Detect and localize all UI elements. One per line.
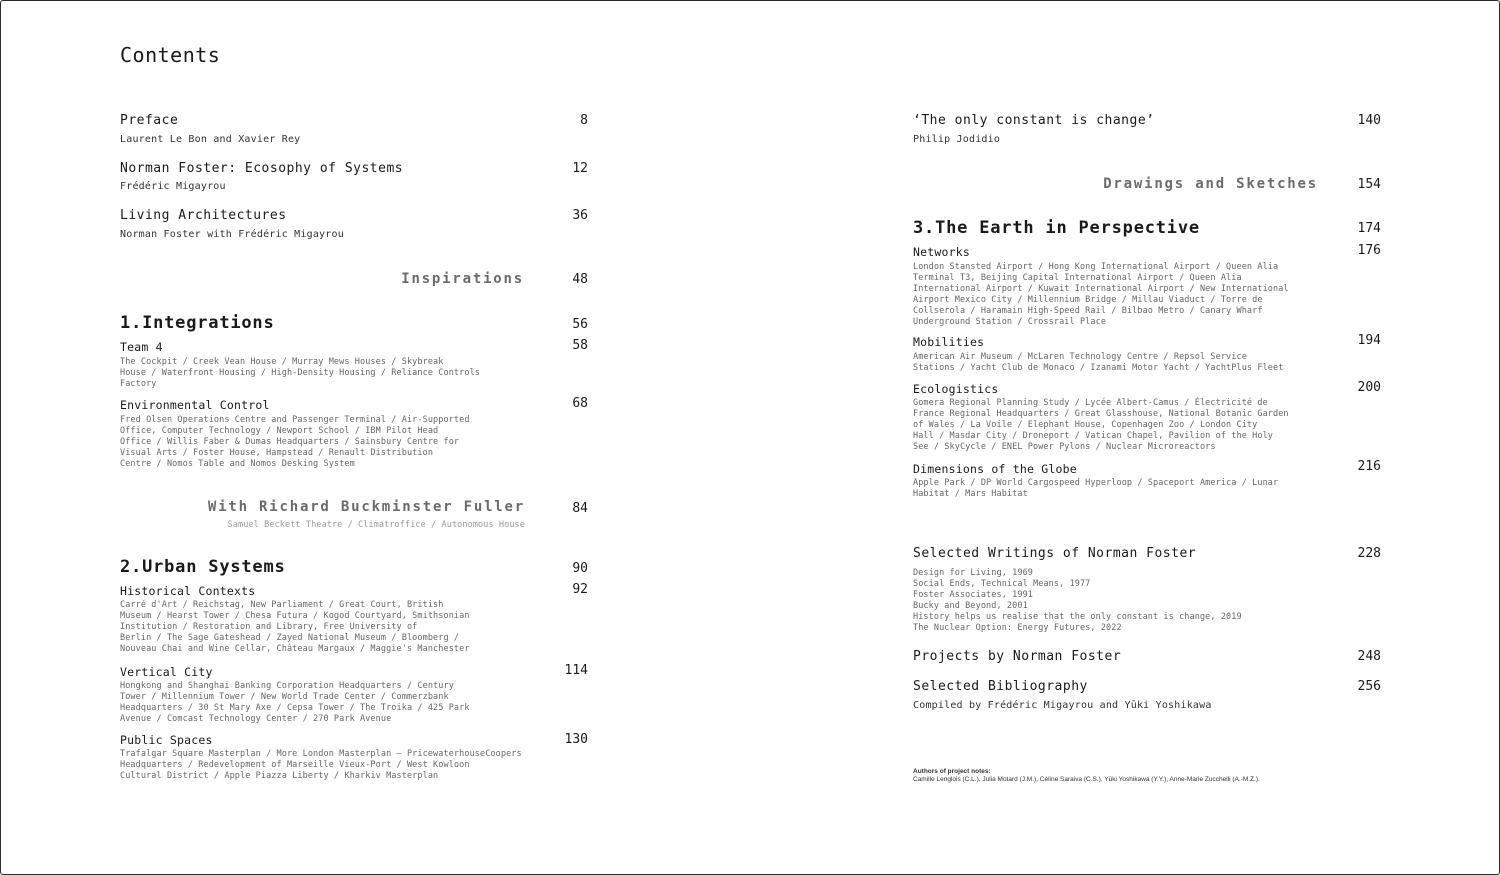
public-page: 130 xyxy=(564,732,588,747)
dimensions-page: 216 xyxy=(1357,459,1381,474)
integrations-page: 56 xyxy=(572,317,588,332)
projects-title: Projects by Norman Foster xyxy=(913,649,1122,664)
constant-page: 140 xyxy=(1357,113,1381,128)
ecologistics-page: 200 xyxy=(1357,380,1381,395)
projects-page: 248 xyxy=(1357,649,1381,664)
constant-author: Philip Jodidio xyxy=(913,134,1001,145)
historical-projects: Carré d'Art / Reichstag, New Parliament / Great Court, British Museum / Hearst Tower / Chesa Futura / Kogod Courtyard, Smithsonian Institution / Restoration and Library, Free University of Berlin / The Sage Gateshead / Zayed National Museum / Bloomberg / Nouveau Chai and Wine Cellar, Château Margaux / Maggie's Manchester xyxy=(120,600,470,654)
bibliography-compiler: Compiled by Frédéric Migayrou and Yūki Yoshikawa xyxy=(913,700,1212,711)
networks-projects: London Stansted Airport / Hong Kong International Airport / Queen Alia Terminal T3, Beijing Capital International Airport / Queen Alia International Airport / Kuwait International Airport / New International Airport Mexico City / Millennium Bridge / Millau Viaduct / Torre de Collserola / Haramain High-Speed Rail / Bilbao Metro / Canary Wharf Underground Station / Crossrail Place xyxy=(913,262,1289,327)
preface-author: Laurent Le Bon and Xavier Rey xyxy=(120,134,301,145)
bibliography-page: 256 xyxy=(1357,679,1381,694)
ecologistics-projects: Gomera Regional Planning Study / Lycée Albert-Camus / Électricité de France Regional Headquarters / Great Glasshouse, National Botanic Garden of Wales / La Voile / Elephant House, Copenhagen Zoo / London City Hall / Masdar City / Droneport / Vatican Chapel, Pavilion of the Holy See / SkyCycle / ENEL Power Pylons / Nuclear Microreactors xyxy=(913,398,1289,452)
ecosophy-page: 12 xyxy=(572,161,588,176)
networks-title: Networks xyxy=(913,245,970,259)
dimensions-title: Dimensions of the Globe xyxy=(913,462,1077,476)
drawings-page: 154 xyxy=(1357,177,1381,192)
team4-title: Team 4 xyxy=(120,340,163,354)
living-page: 36 xyxy=(572,208,588,223)
environmental-title: Environmental Control xyxy=(120,398,270,412)
preface-title: Preface xyxy=(120,113,179,128)
environmental-page: 68 xyxy=(572,396,588,411)
writings-page: 228 xyxy=(1357,546,1381,561)
fuller-page: 84 xyxy=(572,501,588,516)
vertical-projects: Hongkong and Shanghai Banking Corporation Headquarters / Century Tower / Millennium Tower / New World Trade Center / Commerzbank Headquarters / 30 St Mary Axe / Cepsa Tower / The Troika / 425 Park Avenue / Comcast Technology Center / 270 Park Avenue xyxy=(120,681,470,724)
public-projects: Trafalgar Square Masterplan / More London Masterplan – PricewaterhouseCoopers Headquarters / Redevelopment of Marseille Vieux-Port / West Kowloon Cultural District / Apple Piazza Liberty / Kharkiv Masterplan xyxy=(120,749,522,781)
inspirations-page: 48 xyxy=(572,272,588,287)
urban-page: 90 xyxy=(572,561,588,576)
living-author: Norman Foster with Frédéric Migayrou xyxy=(120,229,344,240)
constant-title: ‘The only constant is change’ xyxy=(913,113,1155,128)
drawings-title: Drawings and Sketches xyxy=(1103,176,1318,192)
bibliography-title: Selected Bibliography xyxy=(913,679,1088,694)
vertical-page: 114 xyxy=(564,663,588,678)
living-title: Living Architectures xyxy=(120,208,287,223)
historical-page: 92 xyxy=(572,582,588,597)
vertical-title: Vertical City xyxy=(120,665,213,679)
integrations-title: 1.Integrations xyxy=(120,313,275,333)
mobilities-projects: American Air Museum / McLaren Technology Centre / Repsol Service Stations / Yacht Club de Monaco / Izanami Motor Yacht / YachtPlus Fleet xyxy=(913,352,1284,373)
mobilities-page: 194 xyxy=(1357,333,1381,348)
earth-title: 3.The Earth in Perspective xyxy=(913,218,1200,238)
mobilities-title: Mobilities xyxy=(913,335,985,349)
ecosophy-author: Frédéric Migayrou xyxy=(120,181,226,192)
team4-page: 58 xyxy=(572,338,588,353)
preface-page: 8 xyxy=(580,113,588,128)
urban-title: 2.Urban Systems xyxy=(120,557,286,577)
writings-list: Design for Living, 1969 Social Ends, Technical Means, 1977 Foster Associates, 1991 Bucky and Beyond, 2001 History helps us realise that the only constant is change, 2019 The Nuclear Option: Energy Futures, 2022 xyxy=(913,568,1242,633)
earth-page: 174 xyxy=(1357,221,1381,236)
project-notes-authors: Authors of project notes: Camille Lenglois (C.L.), Julia Motard (J.M.), Céline Saraiva (C.S.), Yūki Yoshikawa (Y.Y.), Anne-Marie Zucchelli (A.-M.Z.). xyxy=(913,768,1260,783)
fuller-projects: Samuel Beckett Theatre / Climatroffice / Autonomous House xyxy=(227,520,525,530)
dimensions-projects: Apple Park / DP World Cargospeed Hyperloop / Spaceport America / Lunar Habitat / Mars Habitat xyxy=(913,478,1279,499)
ecosophy-title: Norman Foster: Ecosophy of Systems xyxy=(120,161,404,176)
networks-page: 176 xyxy=(1357,243,1381,258)
environmental-projects: Fred Olsen Operations Centre and Passenger Terminal / Air-Supported Office, Computer Technology / Newport School / IBM Pilot Head Office / Willis Faber & Dumas Headquarters / Sainsbury Centre for Visual Arts / Foster House, Hampstead / Renault Distribution Centre / Nomos Table and Nomos Desking System xyxy=(120,415,470,469)
fuller-title: With Richard Buckminster Fuller xyxy=(207,499,525,515)
inspirations-title: Inspirations xyxy=(401,271,524,287)
historical-title: Historical Contexts xyxy=(120,584,256,598)
public-title: Public Spaces xyxy=(120,733,213,747)
writings-title: Selected Writings of Norman Foster xyxy=(913,546,1197,561)
team4-projects: The Cockpit / Creek Vean House / Murray Mews Houses / Skybreak House / Waterfront Housing / High-Density Housing / Reliance Controls Factory xyxy=(120,357,481,389)
ecologistics-title: Ecologistics xyxy=(913,382,999,396)
page-title: Contents xyxy=(120,43,221,67)
